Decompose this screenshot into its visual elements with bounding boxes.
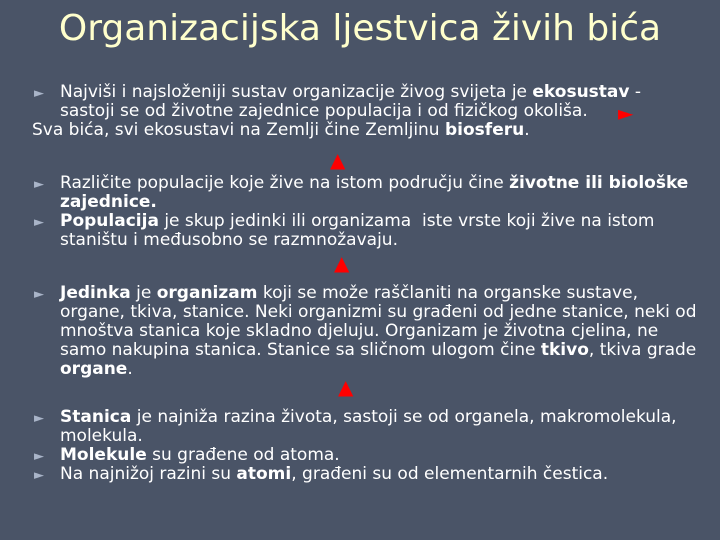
bullet-arrow-icon: ►: [34, 287, 44, 302]
organism-text: , tkiva grade: [588, 340, 702, 360]
list-item: [34, 174, 704, 212]
bullet-arrow-icon: ►: [34, 411, 44, 426]
molecules-term: Molekule: [60, 445, 147, 465]
ecosystem-term: ekosustav: [532, 82, 630, 102]
red-arrow-up-icon: ▲: [334, 251, 350, 275]
organs-term: organe: [60, 359, 128, 379]
atoms-text: , građeni su od elementarnih čestica.: [291, 464, 609, 484]
tissue-term: tkivo: [540, 340, 589, 360]
red-arrow-up-icon: ▲: [338, 375, 354, 399]
organism-term: organizam: [156, 283, 258, 303]
individual-term: Jedinka: [60, 283, 131, 303]
biosphere-period: .: [524, 120, 530, 140]
community-term: životne ili biološke zajednice.: [60, 173, 689, 212]
list-item: [34, 284, 704, 379]
organism-block: [34, 284, 704, 379]
slide-title: Organizacijska ljestvica živih bića: [58, 8, 662, 49]
community-text: Različite populacije koje žive na istom području čine: [60, 173, 510, 193]
ecosystem-definition: sastoji se od životne zajednice populacija i od fizičkog okoliša.: [60, 101, 588, 121]
cell-term: Stanica: [60, 407, 132, 427]
ecosystem-block: [34, 83, 704, 140]
population-text: je skup jedinki ili organizama iste vrste koji žive na istom staništu i međusobno se razmnožavaju.: [60, 211, 660, 250]
ecosystem-dash: -: [629, 82, 642, 102]
cell-block: [34, 408, 704, 484]
bullet-arrow-icon: ►: [34, 86, 44, 101]
list-item: [34, 408, 704, 446]
bullet-arrow-icon: ►: [34, 215, 44, 230]
bullet-arrow-icon: ►: [34, 468, 44, 483]
bullet-arrow-icon: ►: [34, 449, 44, 464]
biosphere-line: [32, 121, 704, 140]
organism-text: koji se može raščlaniti na organske sustave, organe, tkiva, stanice. Neki organizmi su građeni od jedne stanice, neki od mnoštva stanica koje skladno djeluju. Organizam je životna cjelina, ne samo nakupina stanica. Stanice sa sličnom ulogom čine: [60, 283, 702, 360]
organism-period: .: [127, 359, 133, 379]
atoms-text: Na najnižoj razini su: [60, 464, 237, 484]
list-item: [34, 465, 704, 484]
organism-text: je: [130, 283, 157, 303]
population-term: Populacija: [60, 211, 159, 231]
list-item: [34, 212, 704, 250]
list-item: [34, 446, 704, 465]
population-block: [34, 174, 704, 250]
atoms-term: atomi: [236, 464, 292, 484]
red-arrow-up-icon: ▲: [330, 148, 346, 172]
ecosystem-text: Najviši i najsloženiji sustav organizacije živog svijeta je: [60, 82, 533, 102]
list-item: [34, 82, 704, 125]
cell-text: je najniža razina života, sastoji se od organela, makromolekula, molekula.: [60, 407, 682, 446]
biosphere-term: biosferu: [445, 120, 525, 140]
red-arrow-right-icon: ►: [618, 101, 634, 125]
molecules-text: su građene od atoma.: [146, 445, 340, 465]
bullet-arrow-icon: ►: [34, 177, 44, 192]
biosphere-text: Sva bića, svi ekosustavi na Zemlji čine Zemljinu: [32, 120, 445, 140]
